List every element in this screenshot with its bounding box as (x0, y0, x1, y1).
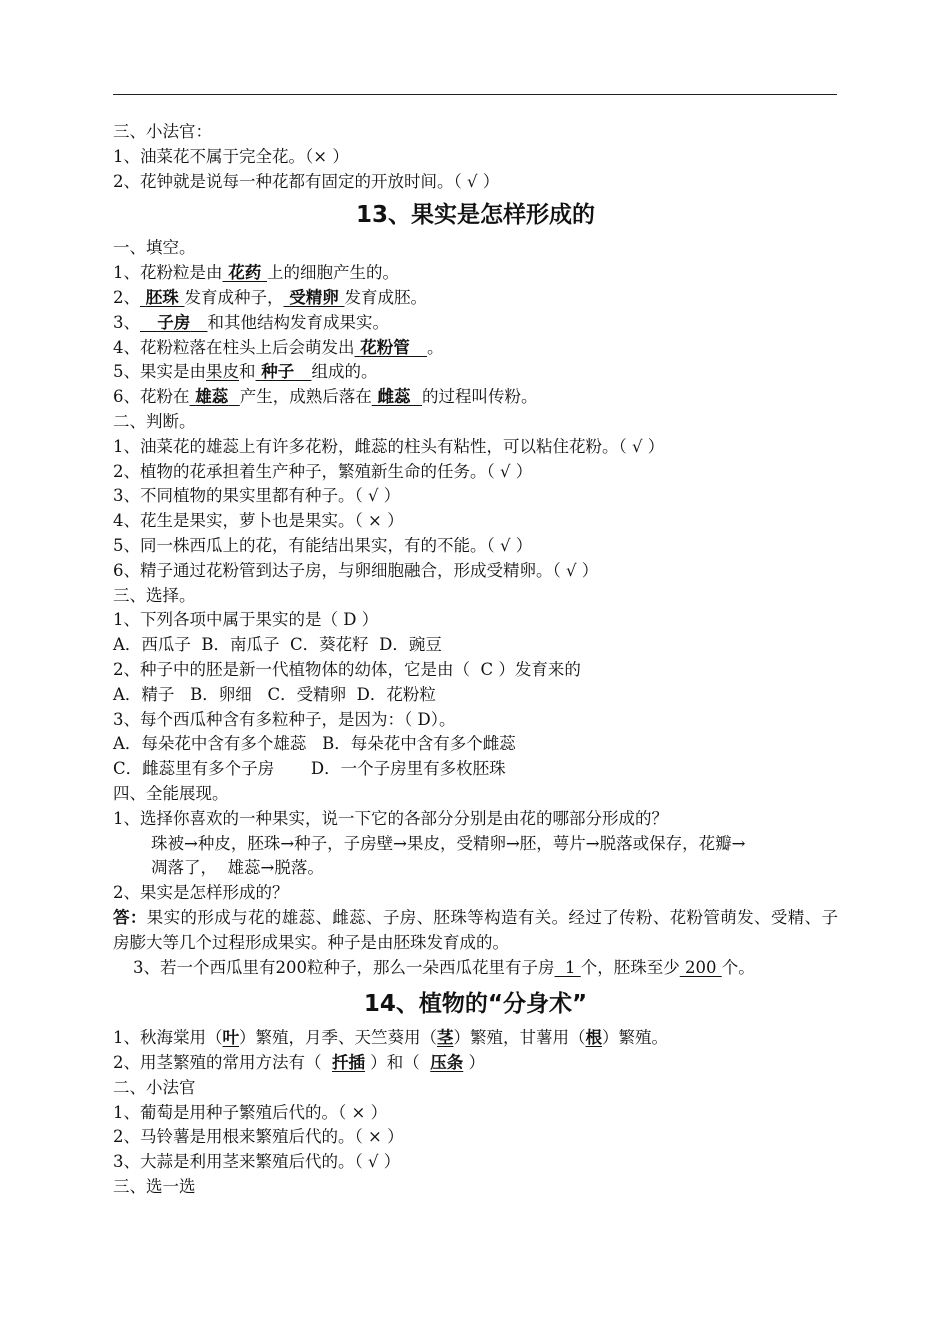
item-text: 2、用茎繁殖的常用方法有（ (113, 1053, 332, 1073)
item-text: ）和（ (365, 1053, 431, 1073)
item-text: 。 (426, 337, 444, 357)
choice-options: A．精子 B．卵细 C．受精卵 D．花粉粒 (113, 684, 436, 704)
document-body (113, 120, 838, 1200)
choice-question: 3、每个西瓜种含有多粒种子，是因为：（ D）。 (113, 709, 456, 729)
answer-blank: 花粉管 (360, 337, 410, 357)
answer-blank: 受精卵 (289, 287, 339, 307)
judgement-item: 2、花钟就是说每一种花都有固定的开放时间。（ √ ） (113, 171, 500, 191)
item-text: 个，胚珠至少 (580, 957, 680, 977)
fill-item-4 (113, 336, 838, 361)
judgement-item: 3、不同植物的果实里都有种子。（ √ ） (113, 486, 401, 506)
judgement-item: 1、油菜花的雄蕊上有许多花粉，雌蕊的柱头有粘性，可以粘住花粉。（ √ ） (113, 436, 665, 456)
section-heading: 二、小法官 (113, 1077, 196, 1097)
open-question: 1、选择你喜欢的一种果实，说一下它的各部分分别是由花的哪部分形成的？ (113, 808, 668, 828)
fill-item-2 (113, 1051, 838, 1076)
answer-blank: 1 (565, 957, 576, 977)
item-text: 5、果实是由 (113, 362, 206, 382)
item-text: 发育成胚。 (344, 287, 427, 307)
item-text: 3、 (113, 312, 140, 332)
answer-blank: 扦插 (332, 1053, 365, 1073)
open-question: 2、果实是怎样形成的？ (113, 883, 289, 903)
choice-question: 1、下列各项中属于果实的是（ D ） (113, 610, 379, 630)
section-heading: 四、全能展现。 (113, 783, 229, 803)
judgement-item: 2、植物的花承担着生产种子，繁殖新生命的任务。（ √ ） (113, 461, 533, 481)
answer-blank: 压条 (430, 1053, 464, 1073)
fill-item-5 (113, 360, 838, 385)
open-answer: 珠被→种皮，胚珠→种子，子房壁→果皮，受精卵→胚，萼片→脱落或保存，花瓣→ (151, 833, 746, 853)
answer-blank: 茎 (437, 1028, 454, 1048)
item-text: 个。 (721, 957, 755, 977)
item-text: 的过程叫传粉。 (422, 387, 538, 407)
fill-item-6 (113, 385, 838, 410)
answer-blank: 200 (685, 957, 717, 977)
fill-item-1 (113, 1026, 838, 1051)
answer-blank: 子房 (157, 312, 191, 332)
item-text: 1、秋海棠用（ (113, 1028, 223, 1048)
answer-blank: 花药 (228, 263, 262, 283)
judgement-item: 6、精子通过花粉管到达子房，与卵细胞融合，形成受精卵。（ √ ） (113, 560, 599, 580)
item-text: 和 (239, 362, 256, 382)
section-heading: 三、选择。 (113, 585, 196, 605)
answer-label: 答： (113, 907, 147, 927)
answer-blank: 雌蕊 (377, 387, 411, 407)
item-text: ） (463, 1053, 485, 1073)
section-heading: 一、填空。 (113, 238, 196, 258)
answer-blank: 果皮 (206, 362, 239, 382)
choice-options: A．西瓜子 B．南瓜子 C．葵花籽 D．豌豆 (113, 635, 442, 655)
answer-blank: 叶 (222, 1028, 239, 1048)
item-text: 3、若一个西瓜里有200粒种子，那么一朵西瓜花里有子房 (133, 957, 555, 977)
item-text: 上的细胞产生的。 (267, 263, 399, 283)
answer-blank: 根 (585, 1028, 602, 1048)
choice-question: 2、种子中的胚是新一代植物体的幼体，它是由（ C ）发育来的 (113, 659, 581, 679)
item-text: ）繁殖，甘薯用（ (453, 1028, 586, 1048)
item-text: ）繁殖。 (602, 1028, 668, 1048)
judgement-item: 3、大蒜是利用茎来繁殖后代的。（ √ ） (113, 1152, 401, 1172)
item-text: 组成的。 (311, 362, 378, 382)
section-heading: 三、选一选 (113, 1177, 196, 1197)
fill-item-2 (113, 286, 838, 311)
choice-options: C．雌蕊里有多个子房 D．一个子房里有多枚胚珠 (113, 759, 506, 779)
open-answer: 凋落了， 雄蕊→脱落。 (151, 858, 324, 878)
open-answer-paragraph (113, 906, 838, 956)
item-text: 4、花粉粒落在柱头上后会萌发出 (113, 337, 355, 357)
item-text: 发育成种子， (184, 287, 284, 307)
section-heading: 三、小法官： (113, 122, 212, 141)
lesson-13-title: 13、果实是怎样形成的 (355, 202, 595, 229)
judgement-item: 2、马铃薯是用根来繁殖后代的。（ × ） (113, 1127, 404, 1147)
judgement-item: 1、葡萄是用种子繁殖后代的。（ × ） (113, 1102, 388, 1122)
item-text: 6、花粉在 (113, 387, 190, 407)
choice-options: A．每朵花中含有多个雄蕊 B．每朵花中含有多个雌蕊 (113, 734, 516, 754)
answer-blank: 雄蕊 (195, 387, 229, 407)
item-text: 和其他结构发育成果实。 (207, 312, 389, 332)
item-text: 2、 (113, 287, 140, 307)
answer-text: 果实的形成与花的雄蕊、雌蕊、子房、胚珠等构造有关。经过了传粉、花粉管萌发、受精、子房膨大等几个过程形成果实。种子是由胚珠发育成的。 (113, 907, 839, 952)
judgement-item: 1、油菜花不属于完全花。（× ） (113, 146, 349, 166)
fill-item-3 (113, 311, 838, 336)
answer-blank: 种子 (261, 362, 295, 382)
lesson-14-title: 14、植物的“分身术” (363, 991, 588, 1018)
section-heading: 二、判断。 (113, 411, 196, 431)
item-text: 1、花粉粒是由 (113, 263, 223, 283)
item-text: ）繁殖，月季、天竺葵用（ (239, 1028, 437, 1048)
item-text: 产生，成熟后落在 (239, 387, 372, 407)
open-question (113, 956, 838, 981)
judgement-item: 5、同一株西瓜上的花，有能结出果实，有的不能。（ √ ） (113, 535, 533, 555)
judgement-item: 4、花生是果实，萝卜也是果实。（ × ） (113, 511, 404, 531)
fill-item-1 (113, 261, 838, 286)
answer-blank: 胚珠 (145, 287, 179, 307)
header-rule (113, 94, 837, 95)
